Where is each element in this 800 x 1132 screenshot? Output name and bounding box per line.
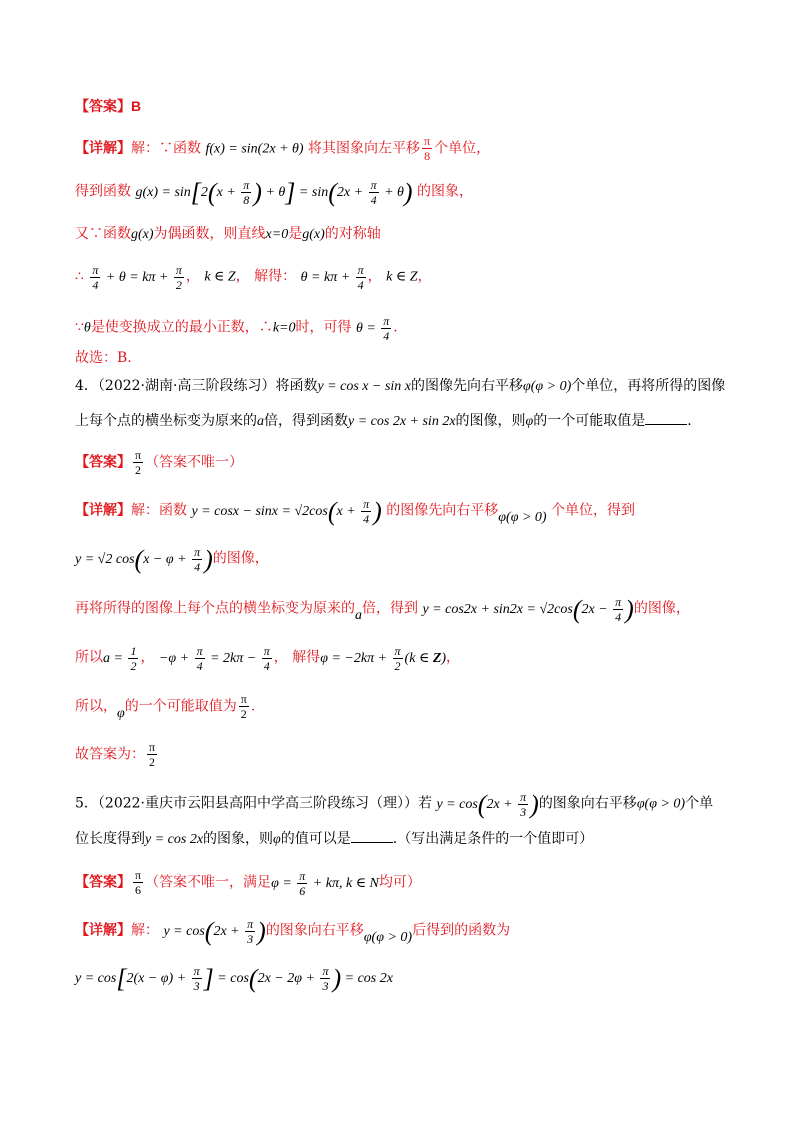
formula-q5-phi-cond-2: φ(φ > 0): [363, 929, 413, 945]
fraction-pi-2b: $\frac{\pi}{2}$: [149, 740, 156, 769]
stem-text: .（写出满足条件的一个值即可）: [392, 831, 594, 847]
answer-blank: [645, 410, 687, 425]
detail-tag: 【详解】: [75, 921, 131, 938]
q3-answer-line: [75, 95, 141, 118]
q5-stem-line-1: [75, 790, 713, 819]
detail-text: 的图象，: [417, 183, 474, 200]
q3-conclusion: 故选：B.: [75, 350, 132, 366]
detail-text: 将其图象向左平移: [308, 140, 421, 157]
stem-text: .: [687, 413, 692, 429]
formula-q5-phi: φ: [273, 832, 281, 847]
formula-y1: y = cos x − sin x: [317, 379, 411, 394]
answer-fraction: $\frac{\pi}{6}$: [135, 868, 142, 897]
detail-text: 得到函数: [75, 183, 131, 200]
detail-text: 后得到的函数为: [412, 922, 511, 939]
stem-text: 的图象向右平移: [538, 795, 637, 812]
formula-g-short: g(x): [131, 227, 154, 242]
detail-text: ∵: [75, 319, 84, 336]
formula-a: a: [257, 414, 264, 429]
detail-text: 解：∵函数: [131, 140, 201, 157]
formula-phi-cond-2: φ(φ > 0): [498, 509, 547, 525]
formula-phi-2: φ: [117, 705, 125, 721]
formula-k-set-2: k ∈ Z: [386, 269, 418, 285]
detail-text: 所以: [75, 649, 103, 666]
formula-theta-result: θ = $\frac{\pi}{4}$: [355, 314, 390, 343]
q4-detail-line-5: 所以，φ的一个可能取值为 $\frac{\pi}{2}$ .: [75, 692, 256, 721]
formula-d3: y = cos2x + sin2x = √2cos(2x − $\frac{\pi}{4}$ ): [422, 594, 634, 624]
detail-text: 解：函数: [131, 502, 187, 519]
q4-stem-line-1: [75, 375, 725, 398]
detail-tag: 【详解】: [75, 501, 131, 518]
formula-k-set: k ∈ Z: [204, 269, 236, 285]
detail-text: 是使变换成立的最小正数，∴: [90, 319, 273, 336]
q4-detail-line-2: [75, 545, 269, 574]
q5-answer-line: [75, 868, 421, 898]
q5-detail-line-2: [75, 964, 393, 993]
detail-text: 的图像，: [633, 600, 690, 617]
detail-text: 的一个可能取值为: [124, 698, 237, 715]
answer-blank: [351, 828, 393, 843]
question-number: 4．: [75, 378, 98, 394]
formula-d2: y = √2 cos(x − φ + $\frac{\pi}{4}$ ): [75, 544, 213, 574]
question-source: （2022·重庆市云阳县高阳中学高三阶段练习（理））: [97, 795, 418, 812]
answer-tag: 【答案】: [75, 453, 131, 470]
stem-text: 的图象，则: [203, 831, 274, 847]
q4-detail-line-4: 所以a = $\frac{1}{2}$ ， −φ + $\frac{\pi}{4}$ = 2kπ − $\frac{\pi}{4}$ ， 解得φ = −2kπ + $\frac{\pi}{2}$ (k ∈ Z)，: [75, 644, 461, 673]
formula-theta-sol: θ = kπ + $\frac{\pi}{4}$: [300, 263, 364, 292]
detail-text: 的对称轴: [324, 226, 381, 242]
detail-text: 为偶函数，则直线: [153, 226, 266, 242]
stem-text: 位长度得到: [75, 831, 145, 847]
fraction-pi-2: $\frac{\pi}{2}$: [240, 692, 247, 721]
formula-d4-c: φ = −2kπ + $\frac{\pi}{2}$ (k ∈ Z): [320, 644, 447, 673]
detail-text: ∴: [75, 268, 84, 285]
detail-text: 解得：: [254, 268, 297, 285]
q3-detail-line-3: [75, 223, 381, 246]
q3-detail-line-5: ∵θ是使变换成立的最小正数，∴k=0时，可得 θ = $\frac{\pi}{4}$ .: [75, 314, 398, 343]
answer-fraction: $\frac{\pi}{2}$: [135, 448, 142, 477]
stem-text: 倍，得到函数: [264, 413, 348, 429]
detail-text: 时，可得: [295, 319, 352, 336]
q3-detail-line-2: [75, 178, 473, 207]
detail-text: 的图象向右平移: [265, 922, 364, 939]
formula-d4-b: −φ + $\frac{\pi}{4}$ = 2kπ − $\frac{\pi}{4}$: [158, 644, 270, 673]
detail-text: 的图像先向右平移: [386, 502, 499, 519]
stem-text: 的图像，则: [455, 413, 526, 429]
answer-note: （答案不唯一，满足: [145, 874, 272, 891]
formula-phi-cond: φ(φ > 0): [523, 379, 572, 394]
formula-phi: φ: [525, 414, 534, 429]
q5-detail-line-1: [75, 917, 510, 946]
question-number: 5．: [75, 795, 98, 812]
q3-detail-line-4: ∴ $\frac{\pi}{4}$ + θ = kπ + $\frac{\pi}{2}$ ， k ∈ Z， 解得： θ = kπ + $\frac{\pi}{4}$ ， k ∈ Z，: [75, 263, 432, 292]
detail-text: 再将所得的图像上每个点的横坐标变为原来的: [75, 600, 355, 617]
stem-text: 个单: [685, 795, 714, 812]
q5-stem-line-2: [75, 828, 593, 851]
detail-text: 个单位，: [434, 140, 491, 157]
formula-d1: y = cosx − sinx = √2cos(x + $\frac{\pi}{4}$ ): [191, 496, 382, 526]
formula-g-short-2: g(x): [302, 227, 325, 242]
formula-x0: x=0: [265, 227, 289, 242]
formula-q5-y2: y = cos 2x: [145, 832, 204, 847]
answer-value: B: [131, 98, 142, 114]
formula-q5-phi-cond: φ(φ > 0): [636, 796, 686, 812]
formula-q5-y1: y = cos(2x + $\frac{\pi}{3}$ ): [436, 789, 539, 819]
formula-y2: y = cos 2x + sin 2x: [348, 414, 456, 429]
formula-q5-ans: φ = $\frac{\pi}{6}$ + kπ, k ∈ N: [271, 868, 379, 898]
q4-detail-line-6: [75, 740, 159, 769]
detail-text: 解得: [292, 649, 321, 666]
formula-q5-d2: y = cos[2(x − φ) + $\frac{\pi}{3}$ ] = cos(2x − 2φ + $\frac{\pi}{3}$ ) = cos 2x: [75, 963, 393, 993]
stem-text: 将函数: [275, 378, 318, 394]
stem-text: 的图像先向右平移: [411, 378, 523, 394]
stem-text: 的值可以是: [280, 831, 351, 847]
formula-l4: $\frac{\pi}{4}$ + θ = kπ + $\frac{\pi}{2}$: [92, 263, 182, 292]
formula-d4-a: a = $\frac{1}{2}$: [103, 644, 137, 673]
q4-detail-line-3: [75, 595, 690, 624]
formula-k0: k=0: [272, 320, 296, 336]
stem-text: 若: [418, 795, 432, 812]
fraction-pi-8: $\frac{\pi}{8}$: [424, 134, 431, 163]
detail-text: 个单位，得到: [551, 502, 636, 519]
formula-a-2: a: [355, 607, 362, 623]
question-source: （2022·湖南·高三阶段练习）: [97, 378, 276, 394]
formula-q5-d1: y = cos(2x + $\frac{\pi}{3}$ ): [163, 916, 266, 946]
detail-text: 解：: [131, 922, 159, 939]
detail-text: 故答案为：: [75, 746, 145, 763]
detail-text: 所以，: [75, 698, 117, 715]
stem-text: 上每个点的横坐标变为原来的: [75, 413, 257, 429]
stem-text: 的一个可能取值是: [533, 413, 646, 429]
q4-detail-line-1: [75, 497, 635, 526]
answer-note: 均可）: [378, 874, 421, 891]
formula-theta: θ: [83, 320, 91, 336]
formula-g: g(x) = sin[2(x + $\frac{\pi}{8}$ ) + θ] = sin(2x + $\frac{\pi}{4}$ + θ): [135, 177, 413, 207]
detail-text: 倍，得到: [362, 600, 418, 617]
detail-text: 的图像，: [212, 550, 269, 567]
answer-tag: 【答案】: [75, 98, 131, 114]
stem-text: 个单位，再将所得的图像: [571, 378, 726, 394]
formula-f: f(x) = sin(2x + θ): [205, 141, 304, 157]
detail-tag: 【详解】: [75, 139, 131, 156]
answer-note: （答案不唯一）: [145, 454, 244, 471]
answer-tag: 【答案】: [75, 873, 131, 890]
q3-detail-line-1: [75, 134, 490, 163]
detail-text: 又∵函数: [75, 226, 131, 242]
detail-text: 是: [288, 226, 303, 242]
q4-stem-line-2: [75, 410, 692, 433]
q4-answer-line: [75, 448, 243, 477]
